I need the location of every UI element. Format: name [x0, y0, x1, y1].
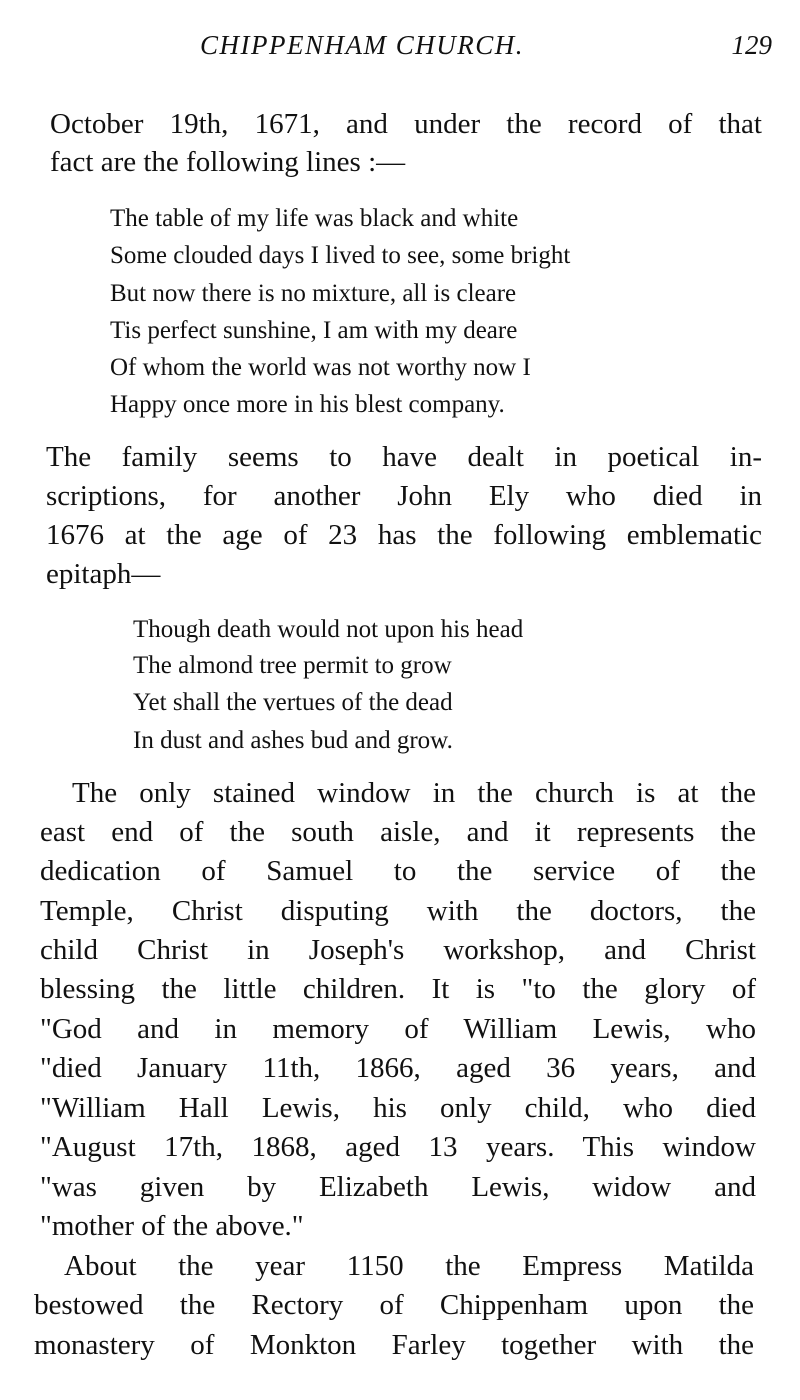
verse-line: But now there is no mixture, all is cleare — [110, 280, 517, 307]
verse-line: Some clouded days I lived to see, some bright — [110, 242, 571, 269]
text-line: "God and in memory of William Lewis, who — [40, 1013, 756, 1045]
page-header — [0, 30, 800, 70]
verse-line: In dust and ashes bud and grow. — [133, 727, 453, 754]
text-line: Temple, Christ disputing with the doctors, the — [40, 895, 756, 927]
text-line: "mother of the above." — [40, 1210, 304, 1242]
verse-line: The almond tree permit to grow — [133, 652, 452, 679]
text-line: blessing the little children. It is "to the glory of — [40, 973, 756, 1005]
text-line: dedication of Samuel to the service of the — [40, 855, 756, 887]
verse-line: Tis perfect sunshine, I am with my deare — [110, 317, 518, 344]
text-line: epitaph— — [46, 558, 161, 590]
verse-line: Of whom the world was not worthy now I — [110, 354, 531, 381]
running-title: CHIPPENHAM CHURCH. — [200, 30, 524, 60]
text-line: "August 17th, 1868, aged 13 years. This window — [40, 1131, 756, 1163]
verse-line: Happy once more in his blest company. — [110, 391, 505, 418]
text-line: scriptions, for another John Ely who died in — [46, 480, 762, 512]
text-line: east end of the south aisle, and it represents the — [40, 816, 756, 848]
text-line: 1676 at the age of 23 has the following emblematic — [46, 519, 762, 551]
verse-line: The table of my life was black and white — [110, 205, 519, 232]
text-line: monastery of Monkton Farley together with the — [34, 1329, 754, 1361]
text-line: About the year 1150 the Empress Matilda — [64, 1250, 754, 1282]
text-line: "William Hall Lewis, his only child, who died — [40, 1092, 756, 1124]
text-line: "died January 11th, 1866, aged 36 years, and — [40, 1052, 756, 1084]
text-line: bestowed the Rectory of Chippenham upon the — [34, 1289, 754, 1321]
verse-line: Yet shall the vertues of the dead — [133, 689, 453, 716]
text-line: The family seems to have dealt in poetical in- — [46, 441, 762, 473]
text-line: fact are the following lines :— — [50, 146, 406, 178]
text-line: "was given by Elizabeth Lewis, widow and — [40, 1171, 756, 1203]
page-number: 129 — [731, 30, 772, 60]
text-line: child Christ in Joseph's workshop, and Christ — [40, 934, 756, 966]
text-line: October 19th, 1671, and under the record of that — [50, 108, 762, 140]
verse-line: Though death would not upon his head — [133, 616, 524, 643]
text-line: The only stained window in the church is at the — [72, 777, 756, 809]
